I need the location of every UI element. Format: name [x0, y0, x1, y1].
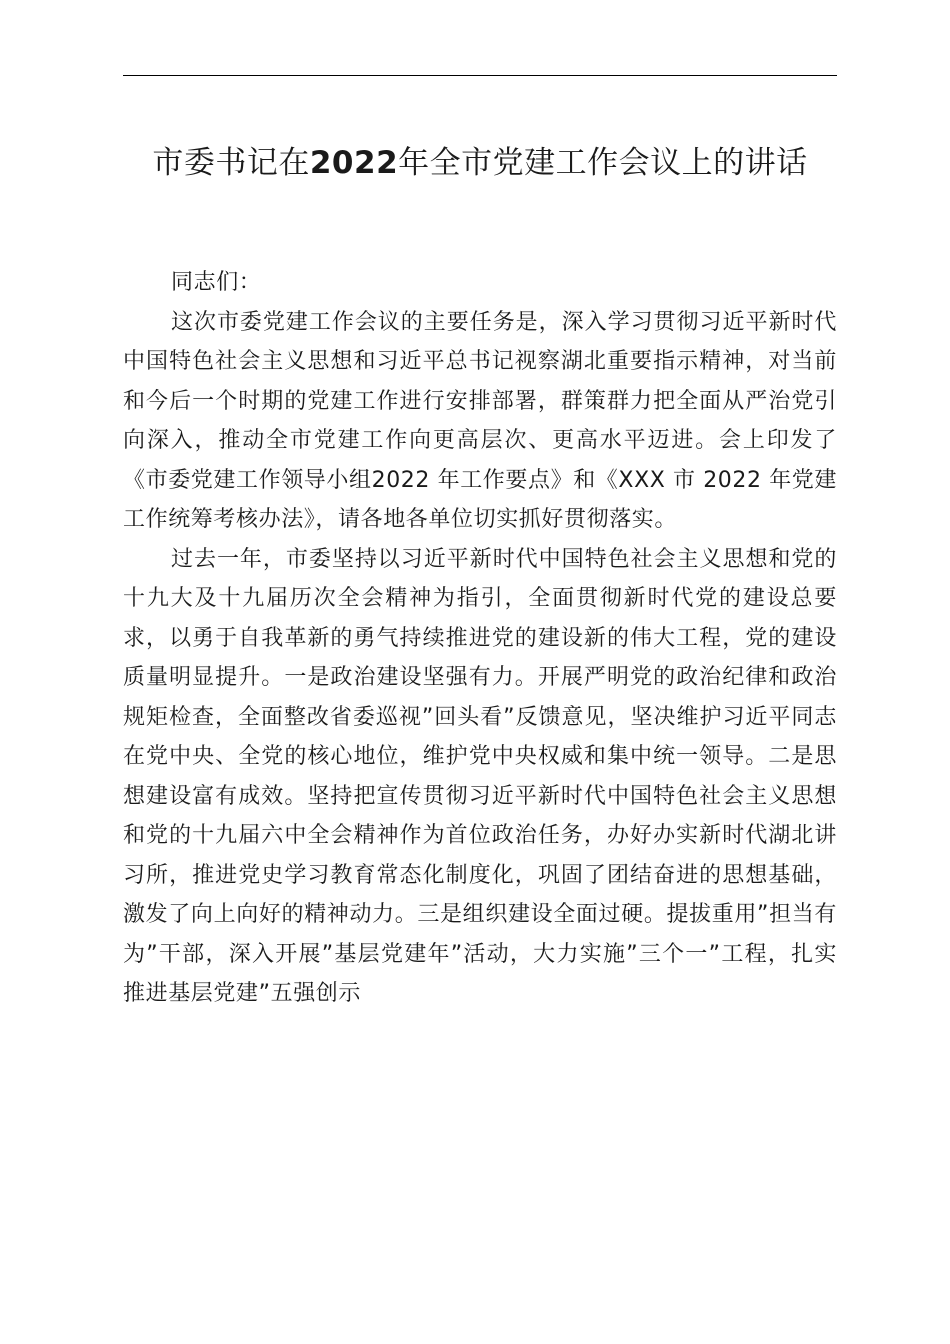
document-body: [123, 263, 837, 1014]
header-rule: [123, 75, 837, 76]
salutation: 同志们：: [171, 270, 262, 295]
title-suffix: 年全市党建工作会议上的讲话: [398, 145, 808, 181]
title-year: 2022: [309, 145, 399, 181]
title-prefix: 市委书记在: [152, 145, 310, 181]
page-title: [118, 138, 842, 188]
paragraph-1: 这次市委党建工作会议的主要任务是，深入学习贯彻习近平新时代中国特色社会主义思想和习近平总书记视察湖北重要指示精神，对当前和今后一个时期的党建工作进行安排部署，群策群力把全面从严治党引向深入，推动全市党建工作向更高层次、更高水平迈进。会上印发了《市委党建工作领导小组2022 年工作要点》和《XXX 市 2022 年党建工作统筹考核办法》，请各地各单位切实抓好贯彻落实。: [123, 309, 837, 532]
paragraph-2: 过去一年，市委坚持以习近平新时代中国特色社会主义思想和党的十九大及十九届历次全会精神为指引，全面贯彻新时代党的建设总要求，以勇于自我革新的勇气持续推进党的建设新的伟大工程，党的建设质量明显提升。一是政治建设坚强有力。开展严明党的政治纪律和政治规矩检查，全面整改省委巡视”回头看”反馈意见，坚决维护习近平同志在党中央、全党的核心地位，维护党中央权威和集中统一领导。二是思想建设富有成效。坚持把宣传贯彻习近平新时代中国特色社会主义思想和党的十九届六中全会精神作为首位政治任务，办好办实新时代湖北讲习所，推进党史学习教育常态化制度化，巩固了团结奋进的思想基础，激发了向上向好的精神动力。三是组织建设全面过硬。提拔重用”担当有为”干部，深入开展”基层党建年”活动，大力实施”三个一”工程，扎实推进基层党建”五强创示: [123, 546, 837, 1006]
